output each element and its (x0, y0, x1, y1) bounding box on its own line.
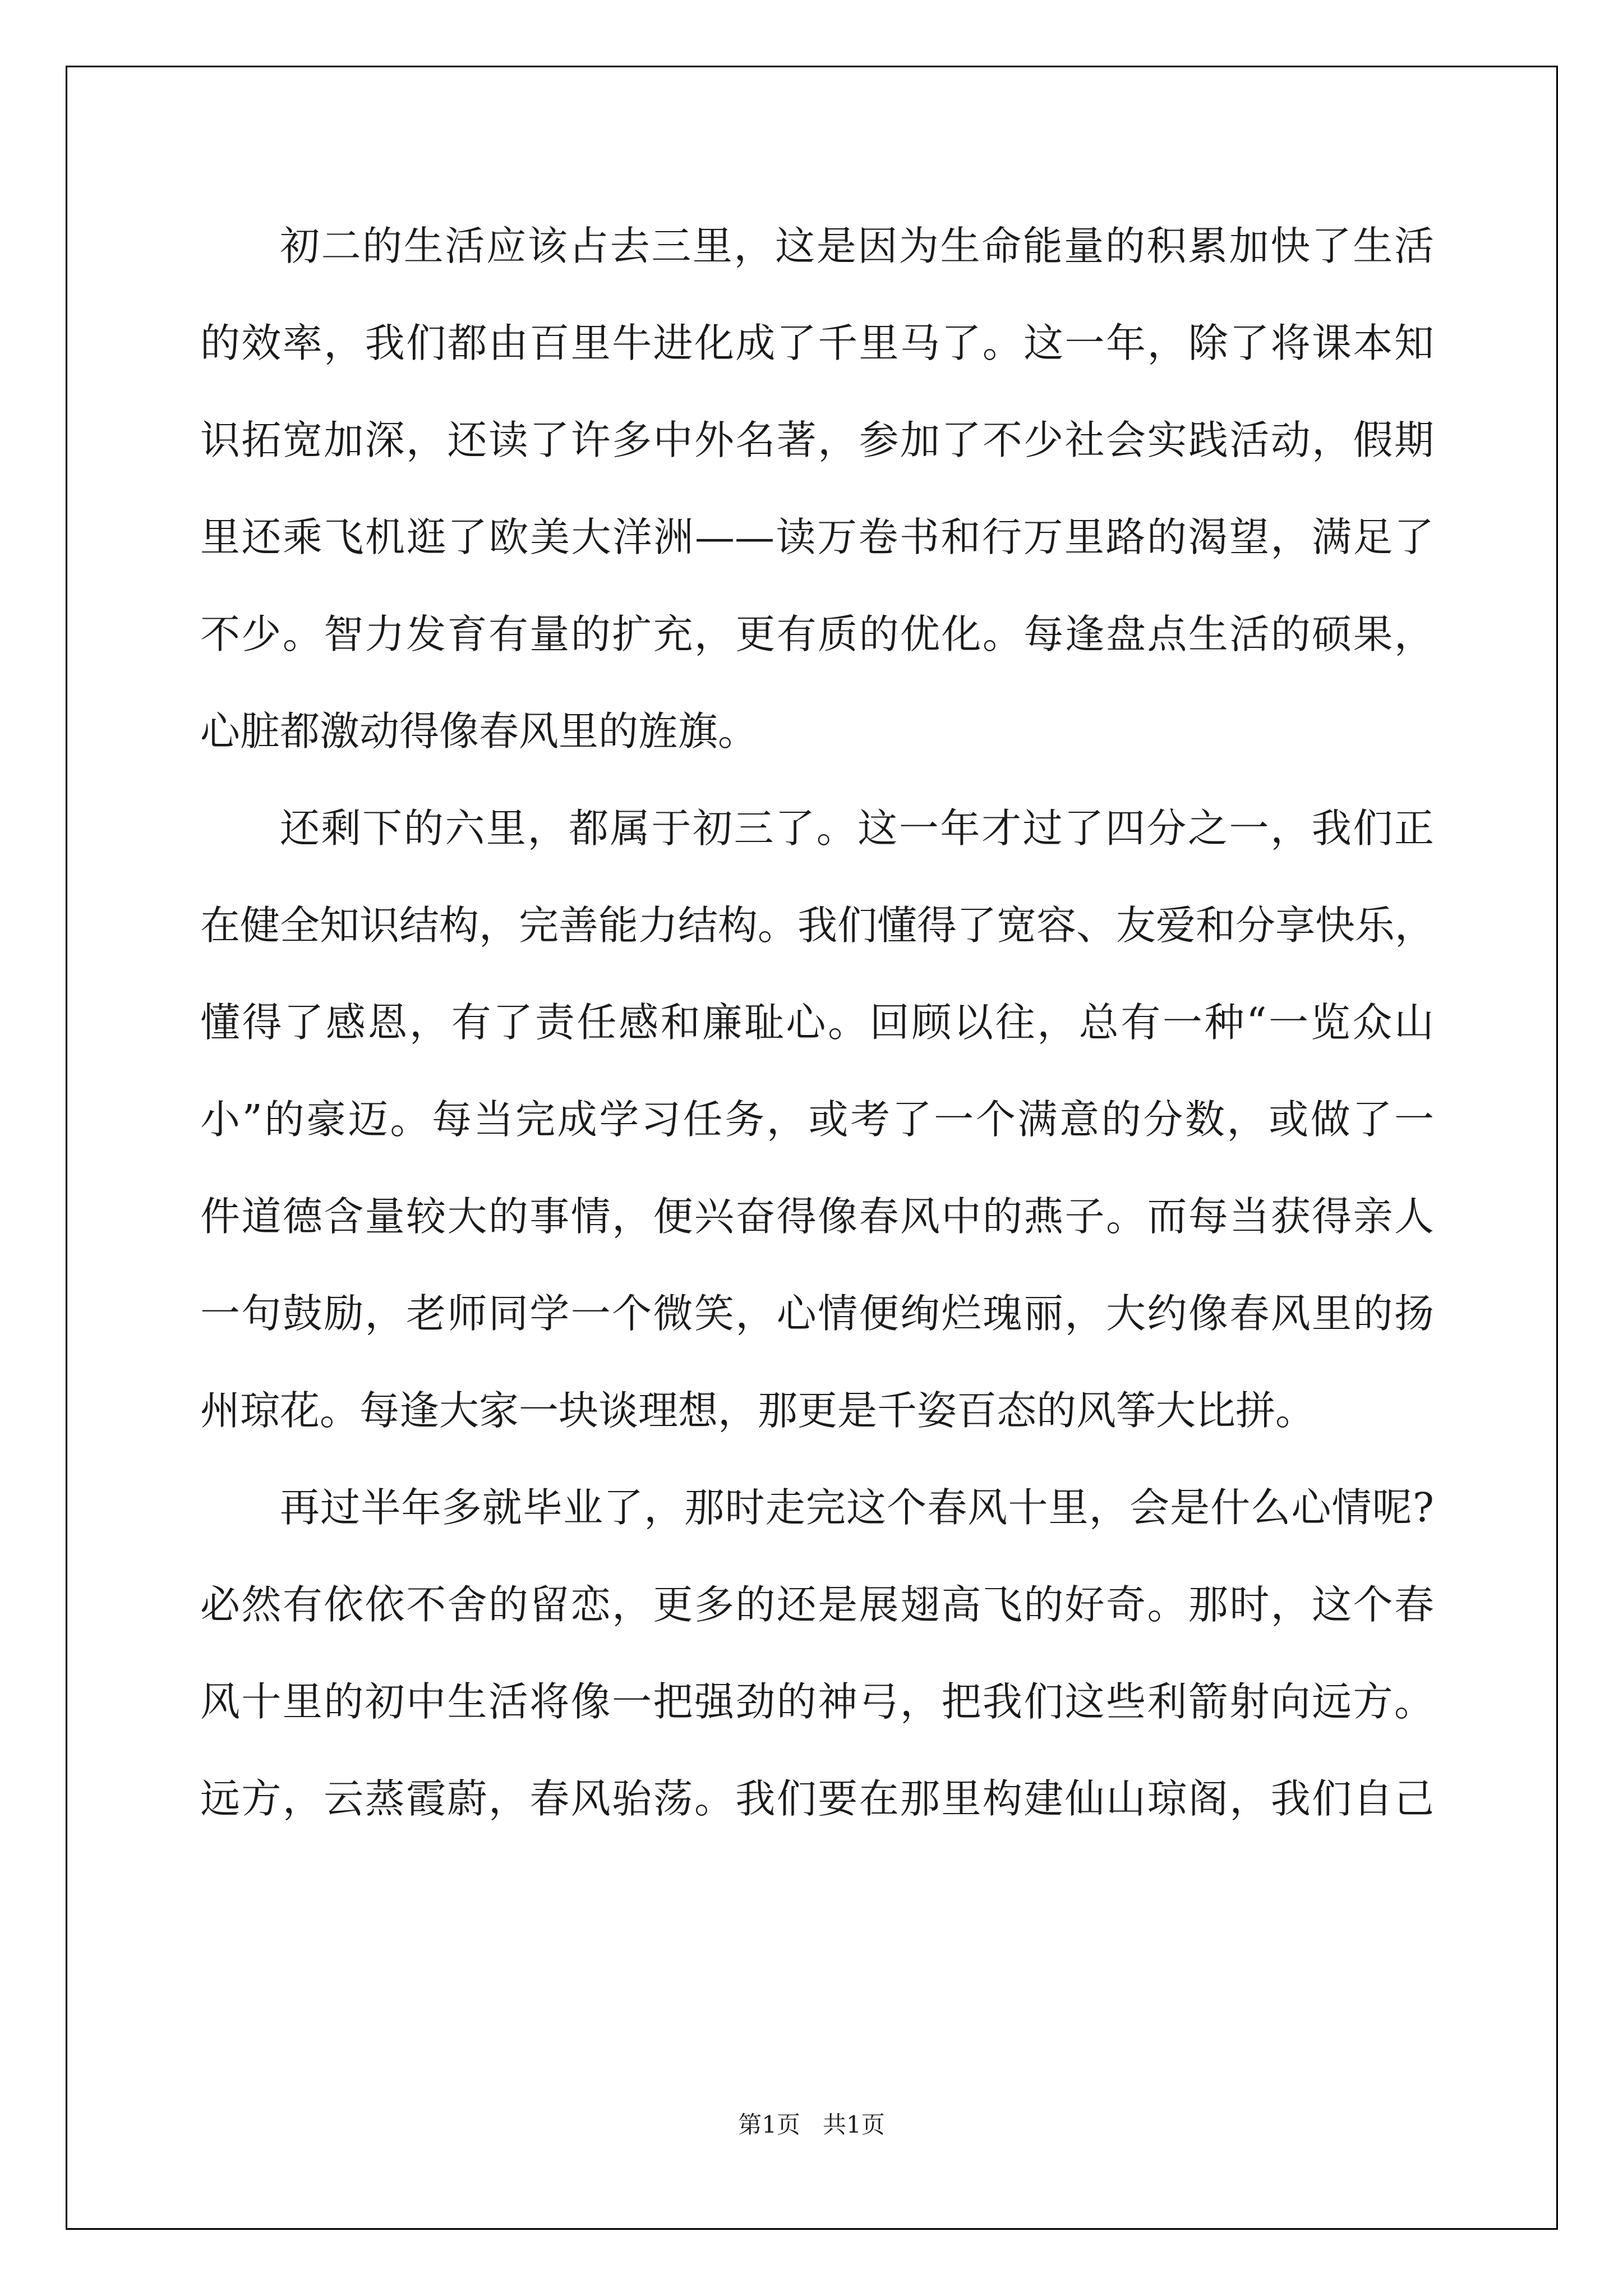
text-line: 心脏都激动得像春风里的旌旗。 (200, 708, 758, 754)
text-line: 州琼花。每逢大家一块谈理想，那更是千姿百态的风筝大比拼。 (200, 1387, 1316, 1434)
text-line: 识拓宽加深，还读了许多中外名著，参加了不少社会实践活动，假期 (200, 417, 1434, 463)
document-body (200, 197, 1434, 1847)
text-line: 远方，云蒸霞蔚，春风骀荡。我们要在那里构建仙山琼阁，我们自己 (200, 1775, 1434, 1822)
text-line: 必然有依依不舍的留恋，更多的还是展翅高飞的好奇。那时，这个春 (200, 1581, 1434, 1628)
text-line: 还剩下的六里，都属于初三了。这一年才过了四分之一，我们正 (280, 805, 1434, 852)
text-line: 懂得了感恩，有了责任感和廉耻心。回顾以往，总有一种“一览众山 (200, 999, 1434, 1046)
text-line: 里还乘飞机逛了欧美大洋洲——读万卷书和行万里路的渴望，满足了 (200, 514, 1434, 560)
text-line: 的效率，我们都由百里牛进化成了千里马了。这一年，除了将课本知 (200, 320, 1434, 366)
text-line: 小”的豪迈。每当完成学习任务，或考了一个满意的分数，或做了一 (200, 1096, 1434, 1143)
page-footer (0, 2106, 1623, 2140)
page-total: 共1页 (823, 2111, 885, 2138)
page-number: 第1页 (738, 2111, 800, 2138)
text-line: 在健全知识结构，完善能力结构。我们懂得了宽容、友爱和分享快乐， (200, 902, 1435, 949)
text-line: 再过半年多就毕业了，那时走完这个春风十里，会是什么心情呢? (280, 1484, 1434, 1531)
text-line: 件道德含量较大的事情，便兴奋得像春风中的燕子。而每当获得亲人 (200, 1193, 1434, 1240)
text-line: 一句鼓励，老师同学一个微笑，心情便绚烂瑰丽，大约像春风里的扬 (200, 1290, 1434, 1337)
text-line: 风十里的初中生活将像一把强劲的神弓，把我们这些利箭射向远方。 (200, 1678, 1434, 1725)
text-line: 初二的生活应该占去三里，这是因为生命能量的积累加快了生活 (280, 223, 1434, 269)
text-line: 不少。智力发育有量的扩充，更有质的优化。每逢盘点生活的硕果， (200, 611, 1434, 657)
